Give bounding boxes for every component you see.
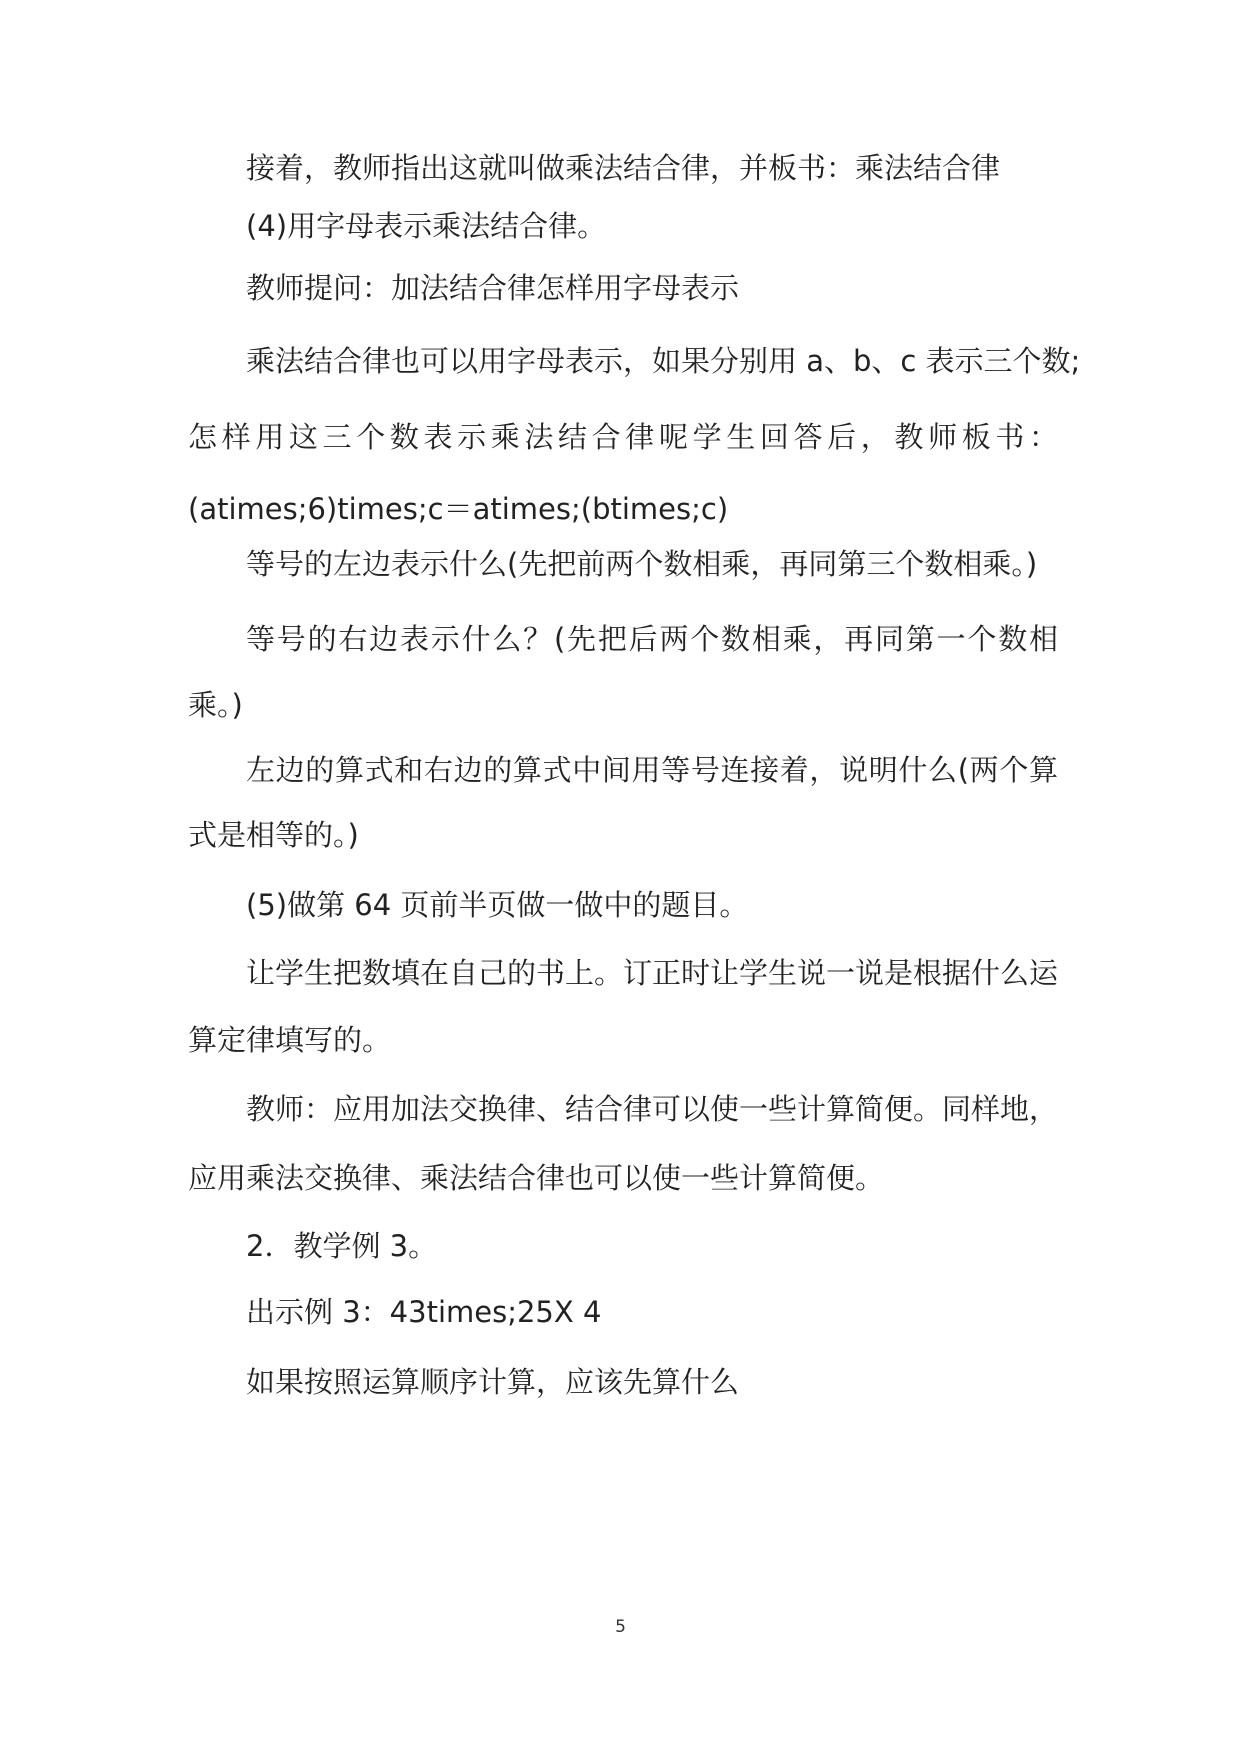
text-line: (atimes;6)times;c＝atimes;(btimes;c)	[188, 492, 729, 526]
text-line: 怎样用这三个数表示乘法结合律呢学生回答后，教师板书：	[188, 420, 1058, 454]
text-line: 等号的左边表示什么(先把前两个数相乘，再同第三个数相乘。)	[246, 547, 1038, 581]
text-line: (4)用字母表示乘法结合律。	[246, 209, 607, 243]
text-line: 乘法结合律也可以用字母表示，如果分别用 a、b、c 表示三个数;	[246, 344, 1081, 378]
text-line: 等号的右边表示什么？(先把后两个数相乘，再同第一个数相	[246, 622, 1058, 656]
text-line: 接着，教师指出这就叫做乘法结合律，并板书：乘法结合律	[246, 151, 1001, 185]
text-line: 式是相等的。)	[188, 818, 359, 852]
page-number: 5	[615, 1617, 626, 1637]
text-line: 教师提问：加法结合律怎样用字母表示	[246, 271, 740, 305]
text-line: 左边的算式和右边的算式中间用等号连接着，说明什么(两个算	[246, 753, 1058, 787]
text-line: 教师：应用加法交换律、结合律可以使一些计算简便。同样地，	[246, 1092, 1059, 1126]
text-line: 如果按照运算顺序计算，应该先算什么	[246, 1365, 740, 1399]
text-line: 2．教学例 3。	[246, 1229, 438, 1263]
text-line: 乘。)	[188, 688, 243, 722]
text-line: 让学生把数填在自己的书上。订正时让学生说一说是根据什么运	[246, 956, 1059, 990]
text-line: 出示例 3：43times;25X 4	[246, 1295, 602, 1329]
text-line: 算定律填写的。	[188, 1023, 392, 1057]
text-line: (5)做第 64 页前半页做一做中的题目。	[246, 888, 749, 922]
text-line: 应用乘法交换律、乘法结合律也可以使一些计算简便。	[188, 1161, 885, 1195]
